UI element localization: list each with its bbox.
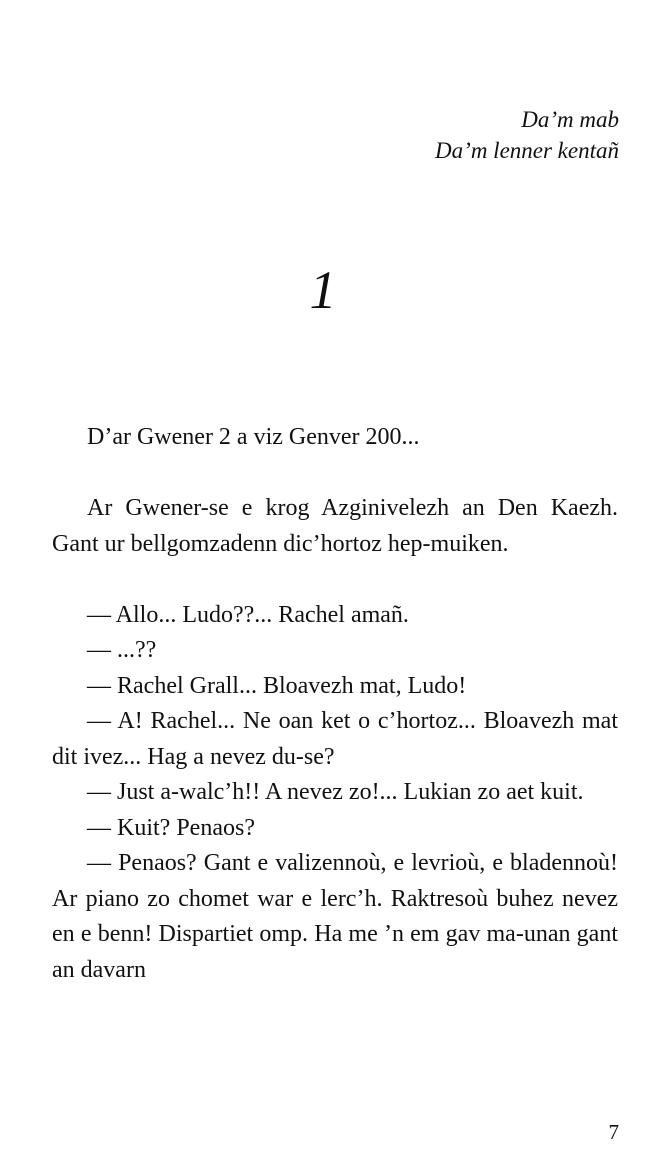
- dialogue-line: — ...??: [87, 637, 157, 663]
- dialogue-line: — Kuit? Penaos?: [87, 814, 255, 841]
- chapter-number: 1: [309, 260, 337, 320]
- dialogue-line: — A! Rachel... Ne oan ket o c’hortoz... Bloavezh mat dit ivez... Hag a nevez du-se?: [52, 708, 618, 770]
- page-number: 7: [608, 1120, 619, 1144]
- dialogue-line: — Penaos? Gant e valizennoù, e levrioù, e bladennoù! Ar piano zo chomet war e lerc’h. Raktresoù buhez nevez en e benn! Dispartiet omp. Ha me ’n em gav ma-unan gant an davarn: [52, 850, 618, 983]
- dialogue-line: — Rachel Grall... Bloavezh mat, Ludo!: [87, 672, 467, 699]
- dedication: [435, 104, 619, 166]
- dedication-line: Da’m mab: [521, 107, 619, 132]
- dialogue-line: — Just a-walc’h!! A nevez zo!... Lukian zo aet kuit.: [87, 779, 584, 805]
- paragraph: D’ar Gwener 2 a viz Genver 200...: [87, 424, 420, 450]
- dedication-line: Da’m lenner kentañ: [435, 138, 619, 163]
- dialogue-line: — Allo... Ludo??... Rachel amañ.: [87, 601, 409, 628]
- paragraph: Ar Gwener-se e krog Azginivelezh an Den Kaezh. Gant ur bellgomzadenn dic’hortoz hep-muiken.: [52, 495, 618, 557]
- body-text: [52, 420, 618, 988]
